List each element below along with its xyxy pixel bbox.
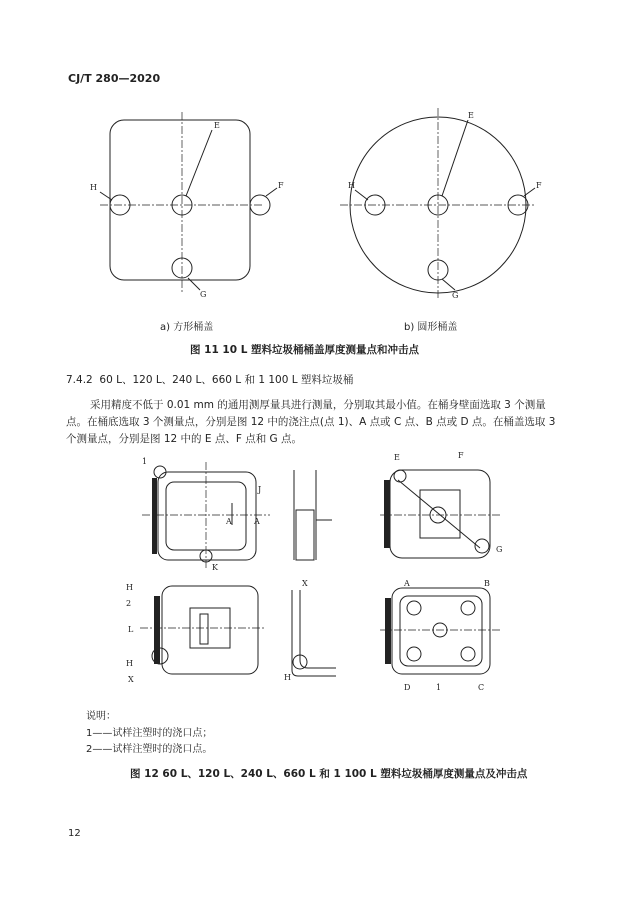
figure-label: K — [212, 563, 218, 572]
figure-label: F — [458, 451, 464, 460]
figure-12-body-side — [126, 583, 266, 684]
figure-label: A — [254, 517, 260, 526]
figure-11a-square-lid — [90, 112, 284, 299]
page-number: 12 — [68, 828, 81, 839]
figure-label: E — [394, 453, 400, 462]
figure-label: L — [128, 625, 134, 634]
label-H: H — [90, 183, 97, 192]
figure-label: 1 — [436, 683, 442, 692]
figure-12-bottom-section — [284, 579, 336, 682]
figure-label: H — [126, 583, 133, 592]
legend-title: 说明： — [86, 711, 116, 722]
figure-label: X — [302, 579, 308, 588]
figure-12-lid-top — [380, 451, 502, 558]
label-G: G — [200, 290, 207, 299]
label-G: G — [452, 291, 459, 300]
figure-11b-round-lid — [340, 108, 542, 300]
figure-label: A — [404, 579, 410, 588]
section-title: 60 L、120 L、240 L、660 L 和 1 100 L 塑料垃圾桶 — [99, 374, 354, 386]
label-F: F — [278, 181, 284, 190]
figure-label: 1 — [142, 457, 148, 466]
legend-item: 2——试样注塑时的浇口点。 — [86, 744, 213, 755]
figure-label: H — [284, 673, 291, 682]
fig11a-subcaption: a) 方形桶盖 — [160, 322, 214, 333]
figure-label: H — [126, 659, 133, 668]
paragraph-line: 采用精度不低于 0.01 mm 的通用测厚量具进行测量，分别取其最小值。在桶身壁面选取 3 个测量 — [90, 399, 546, 411]
figure-label: A — [226, 517, 232, 526]
legend-item: 1——试样注塑时的浇口点； — [86, 728, 213, 739]
label-E: E — [468, 111, 474, 120]
paragraph-line: 个测量点，分别是图 12 中的 E 点、F 点和 G 点。 — [66, 433, 303, 445]
figure-label: B — [484, 579, 490, 588]
fig11b-subcaption: b) 圆形桶盖 — [404, 322, 458, 333]
figure-label: J — [258, 485, 262, 494]
label-H: H — [348, 181, 355, 190]
figure-12-body-front — [142, 457, 270, 572]
label-F: F — [536, 181, 542, 190]
figure-12-wall-section — [294, 470, 332, 560]
standard-header: CJ/T 280—2020 — [68, 72, 161, 85]
figure-12-bottom-view — [380, 579, 500, 692]
figure-label: C — [478, 683, 485, 692]
fig11-caption: 图 11 10 L 塑料垃圾桶桶盖厚度测量点和冲击点 — [190, 344, 420, 356]
label-E: E — [214, 121, 220, 130]
figure-label: 2 — [126, 599, 132, 608]
figure-label: X — [128, 675, 134, 684]
section-number: 7.4.2 — [66, 374, 93, 386]
paragraph-line: 点。在桶底选取 3 个测量点，分别是图 12 中的浇注点(点 1)、A 点或 C 点、B 点或 D 点。在桶盖选取 3 — [66, 416, 556, 428]
fig12-caption: 图 12 60 L、120 L、240 L、660 L 和 1 100 L 塑料垃圾桶厚度测量点及冲击点 — [130, 768, 528, 780]
figure-label: D — [404, 683, 411, 692]
figure-label: G — [496, 545, 503, 554]
